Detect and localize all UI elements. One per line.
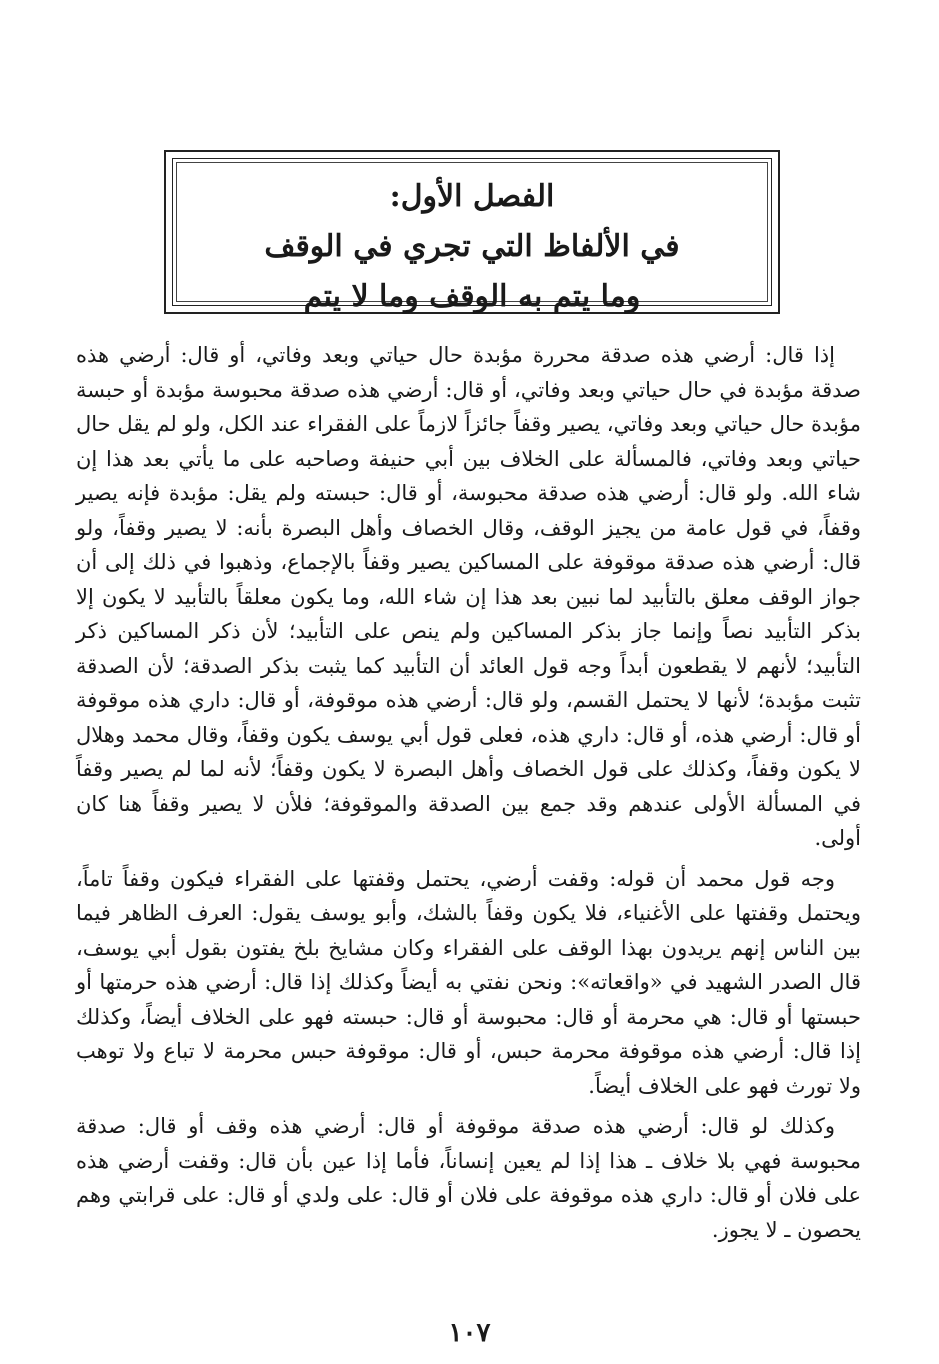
body-text — [76, 338, 861, 1253]
chapter-title-line-1: الفصل الأول: — [389, 179, 555, 214]
chapter-title — [182, 172, 762, 322]
paragraph-1: إذا قال: أرضي هذه صدقة محررة مؤبدة حال حياتي وبعد وفاتي، أو قال: أرضي هذه صدقة مؤبدة في حال حياتي وبعد وفاتي، أو قال: أرضي هذه صدقة محبوسة مؤبدة أو حبسة مؤبدة حال حياتي وبعد وفاتي، يصير وقفاً جائزاً لازماً على الفقراء عند الكل، ولو لم يقل حال حياتي وبعد وفاتي، فالمسألة على الخلاف بين أبي حنيفة وصاحبه على ما يأتي بعد هذا إن شاء الله. ولو قال: أرضي هذه صدقة محبوسة، أو قال: حبسته ولم يقل: مؤبدة فإنه يصير وقفاً، في قول عامة من يجيز الوقف، وقال الخصاف وأهل البصرة بأنه: لا يصير وقفاً، ولو قال: أرضي هذه صدقة موقوفة على المساكين يصير وقفاً بالإجماع، وذهبوا في ذلك إلى أن جواز الوقف معلق بالتأبيد لما نبين بعد هذا إن شاء الله، وما يكون معلقاً بالتأبيد لا يكون إلا بذكر التأبيد نصاً وإنما جاز بذكر المساكين ولم ينص على التأبيد؛ لأن ذكر المساكين ذكر التأبيد؛ لأنهم لا يقطعون أبداً وجه قول العائد أن التأبيد كما يثبت بذكر الصدقة؛ لأن الصدقة تثبت مؤبدة؛ لأنها لا يحتمل القسم، ولو قال: أرضي هذه موقوفة، أو قال: داري هذه موقوفة أو قال: أرضي هذه، أو قال: داري هذه، فعلى قول أبي يوسف يكون وقفاً، وقال محمد وهلال لا يكون وقفاً، وكذلك على قول الخصاف وأهل البصرة لا يكون وقفاً؛ لأنه لما لم يصير وقفاً في المسألة الأولى عندهم وقد جمع بين الصدقة والموقوفة؛ فلأن لا يصير وقفاً هنا كان أولى. — [76, 343, 861, 850]
chapter-title-line-2: في الألفاظ التي تجري في الوقف — [264, 229, 680, 264]
paragraph-3: وكذلك لو قال: أرضي هذه صدقة موقوفة أو قال: أرضي هذه وقف أو قال: صدقة محبوسة فهي بلا خلاف ـ هذا إذا لم يعين إنساناً، فأما إذا عين بأن قال: وقفت أرضي هذه على فلان أو قال: داري هذه موقوفة على فلان أو قال: على ولدي أو قال: على قرابتي وهم يحصون ـ لا يجوز. — [76, 1114, 861, 1242]
chapter-title-line-3: وما يتم به الوقف وما لا يتم — [303, 279, 641, 314]
chapter-title-frame — [164, 150, 780, 314]
page-number: ١٠٧ — [448, 1318, 491, 1348]
paragraph-2: وجه قول محمد أن قوله: وقفت أرضي، يحتمل وقفتها على الفقراء فيكون وقفاً تاماً، ويحتمل وقفتها على الأغنياء، فلا يكون وقفاً بالشك، وأبو يوسف يقول: العرف الظاهر فيما بين الناس إنهم يريدون بهذا الوقف على الفقراء وكان مشايخ بلخ يفتون بقول أبي يوسف، قال الصدر الشهيد في «واقعاته»: ونحن نفتي به أيضاً وكذلك إذا قال: أرضي هذه حرمتها أو حبستها أو قال: هي محرمة أو قال: محبوسة أو قال: حبسته فهو على الخلاف أيضاً، وكذلك إذا قال: أرضي هذه موقوفة محرمة حبس، أو قال: موقوفة حبس محرمة لا تباع ولا توهب ولا تورث فهو على الخلاف أيضاً. — [76, 866, 861, 1098]
